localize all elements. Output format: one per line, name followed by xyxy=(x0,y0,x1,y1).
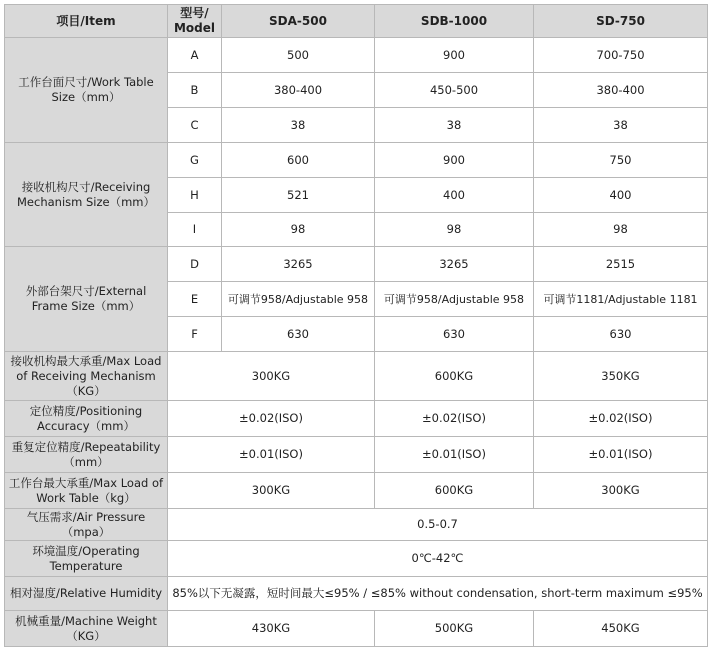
spec-value: 521 xyxy=(221,177,375,213)
spec-value: 38 xyxy=(374,107,534,143)
spec-label: 机械重量/Machine Weight（KG） xyxy=(4,610,168,647)
group-label: 接收机构尺寸/Receiving Mechanism Size（mm） xyxy=(4,142,168,247)
model-header: SD-750 xyxy=(533,4,708,38)
spec-value: 630 xyxy=(374,316,534,352)
dimension-code: H xyxy=(167,177,222,213)
spec-value: 可调节958/Adjustable 958 xyxy=(374,281,534,317)
spec-value: 750 xyxy=(533,142,708,178)
spec-value: 380-400 xyxy=(533,72,708,108)
dimension-code: I xyxy=(167,212,222,247)
spec-label: 环境温度/Operating Temperature xyxy=(4,540,168,577)
spec-label: 重复定位精度/Repeatability（mm） xyxy=(4,436,168,473)
spec-value: 98 xyxy=(533,212,708,247)
spec-value: ±0.02(ISO) xyxy=(374,400,534,437)
dimension-code: B xyxy=(167,72,222,108)
model-header: SDB-1000 xyxy=(374,4,534,38)
dimension-code: F xyxy=(167,316,222,352)
spec-value: 400 xyxy=(374,177,534,213)
spec-value: 可调节958/Adjustable 958 xyxy=(221,281,375,317)
spec-value: 2515 xyxy=(533,246,708,282)
header-item: 项目/Item xyxy=(4,4,168,38)
spec-value: 450KG xyxy=(533,610,708,647)
dimension-code: C xyxy=(167,107,222,143)
dimension-code: E xyxy=(167,281,222,317)
spec-label: 气压需求/Air Pressure（mpa） xyxy=(4,508,168,541)
spec-value: 900 xyxy=(374,142,534,178)
model-header: SDA-500 xyxy=(221,4,375,38)
header-model: 型号/ Model xyxy=(167,4,222,38)
spec-value: 38 xyxy=(221,107,375,143)
spec-value: 630 xyxy=(221,316,375,352)
spec-value: 350KG xyxy=(533,351,708,401)
spec-value: 450-500 xyxy=(374,72,534,108)
spec-value: 500KG xyxy=(374,610,534,647)
spec-value: ±0.01(ISO) xyxy=(533,436,708,473)
shared-spec-value: 0.5-0.7 xyxy=(167,508,708,541)
spec-label: 定位精度/Positioning Accuracy（mm） xyxy=(4,400,168,437)
dimension-code: A xyxy=(167,37,222,73)
spec-value: 3265 xyxy=(374,246,534,282)
spec-value: ±0.02(ISO) xyxy=(533,400,708,437)
spec-value: 500 xyxy=(221,37,375,73)
group-label: 工作台面尺寸/Work Table Size（mm） xyxy=(4,37,168,143)
spec-value: 600KG xyxy=(374,351,534,401)
spec-value: 600 xyxy=(221,142,375,178)
spec-value: 98 xyxy=(221,212,375,247)
spec-value: ±0.02(ISO) xyxy=(167,400,375,437)
spec-value: 3265 xyxy=(221,246,375,282)
spec-value: ±0.01(ISO) xyxy=(167,436,375,473)
spec-value: 38 xyxy=(533,107,708,143)
spec-value: 380-400 xyxy=(221,72,375,108)
spec-label: 接收机构最大承重/Max Load of Receiving Mechanism（KG） xyxy=(4,351,168,401)
spec-label: 工作台最大承重/Max Load of Work Table（kg） xyxy=(4,472,168,509)
shared-spec-value: 0℃-42℃ xyxy=(167,540,708,577)
spec-label: 相对湿度/Relative Humidity xyxy=(4,576,168,611)
spec-value: 700-750 xyxy=(533,37,708,73)
spec-value: 300KG xyxy=(167,472,375,509)
spec-value: 300KG xyxy=(167,351,375,401)
spec-value: 98 xyxy=(374,212,534,247)
spec-value: 可调节1181/Adjustable 1181 xyxy=(533,281,708,317)
dimension-code: D xyxy=(167,246,222,282)
spec-value: ±0.01(ISO) xyxy=(374,436,534,473)
spec-value: 430KG xyxy=(167,610,375,647)
spec-value: 630 xyxy=(533,316,708,352)
spec-value: 600KG xyxy=(374,472,534,509)
spec-value: 300KG xyxy=(533,472,708,509)
spec-value: 900 xyxy=(374,37,534,73)
group-label: 外部台架尺寸/External Frame Size（mm） xyxy=(4,246,168,352)
spec-value: 400 xyxy=(533,177,708,213)
shared-spec-value: 85%以下无凝露，短时间最大≤95% / ≤85% without condensation, short-term maximum ≤95% xyxy=(167,576,708,611)
dimension-code: G xyxy=(167,142,222,178)
